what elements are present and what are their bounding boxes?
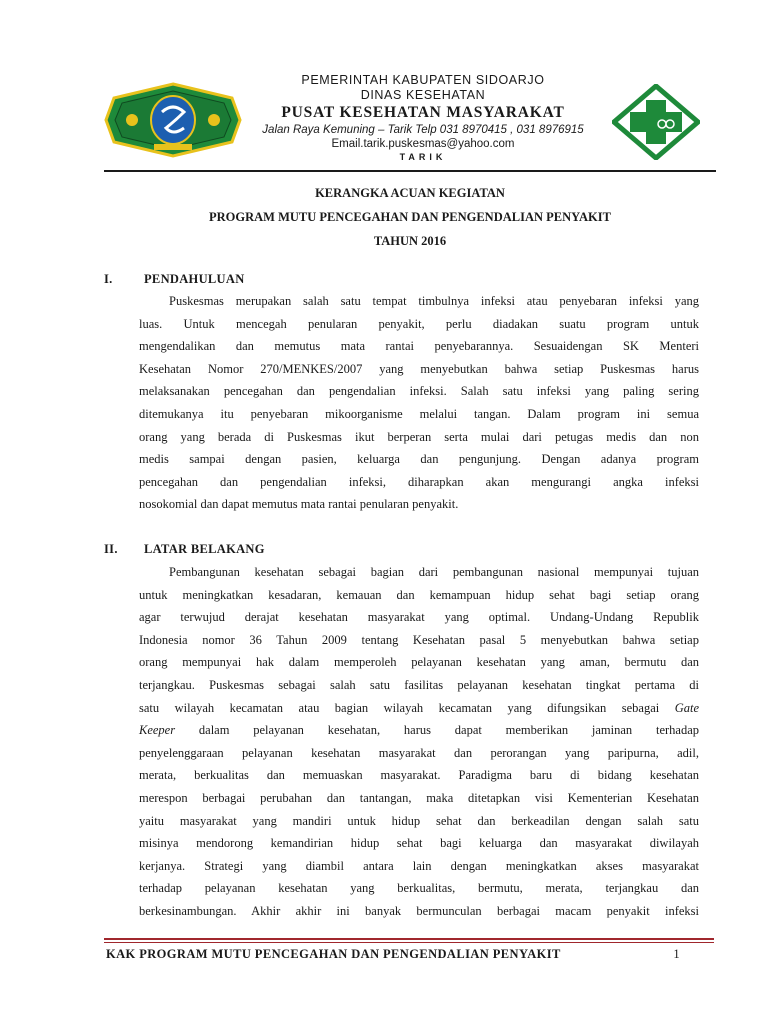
section-body-pendahuluan <box>139 290 699 516</box>
program-title: PROGRAM MUTU PENCEGAHAN DAN PENGENDALIAN PENYAKIT <box>209 210 611 224</box>
italic-term: Gate <box>674 700 700 715</box>
footer-rule-thin <box>104 942 714 943</box>
page-number: 1 <box>673 947 680 961</box>
department-name: DINAS KESEHATAN <box>360 88 486 102</box>
paragraph-line: Kesehatan Nomor 270/MENKES/2007 yang menyebutkan bahwa setiap Puskesmas harus <box>139 361 699 376</box>
section-title: PENDAHULUAN <box>144 272 245 286</box>
government-name: PEMERINTAH KABUPATEN SIDOARJO <box>301 73 545 87</box>
document-title-block <box>104 181 716 253</box>
section-number: II. <box>104 542 118 556</box>
paragraph-text: dalam pelayanan kesehatan, harus dapat memberikan jaminan terhadap <box>198 723 699 738</box>
paragraph-text: satu wilayah kecamatan atau bagian wilayah kecamatan yang difungsikan sebagai <box>139 700 660 715</box>
paragraph-line: luas. Untuk mencegah penularan penyakit, perlu diadakan suatu program untuk <box>139 316 699 331</box>
italic-term: Keeper <box>139 723 176 738</box>
page-footer <box>106 947 710 962</box>
paragraph-line: misinya mendorong kemandirian hidup sehat bagi keluarga dan masyarakat diwilayah <box>139 836 699 851</box>
paragraph-line: penyelenggaraan pelayanan kesehatan masyarakat dan perorangan yang paripurna, adil, <box>139 745 699 760</box>
paragraph-line: ditemukanya itu penyebaran mikoorganisme melalui tangan. Dalam program ini semua <box>139 406 699 421</box>
section-title: LATAR BELAKANG <box>144 542 265 556</box>
address-line: Jalan Raya Kemuning – Tarik Telp 031 8970415 , 031 8976915 <box>262 124 584 136</box>
paragraph-line: merata, berkualitas dan memuaskan masyarakat. Paradigma baru di bidang kesehatan <box>139 768 699 783</box>
puskesmas-logo <box>612 84 700 160</box>
section-body-latar-belakang <box>139 561 699 923</box>
paragraph-line: pencegahan dan pengendalian infeksi, diharapkan akan mengurangi angka infeksi <box>139 474 699 489</box>
paragraph-line: orang yang berada di Puskesmas ikut berperan serta mulai dari petugas medis dan non <box>139 429 699 444</box>
paragraph-line: orang mempunyai hak dalam memperoleh pelayanan kesehatan yang aman, bermutu dan <box>139 655 699 670</box>
paragraph-line: Pembangunan kesehatan sebagai bagian dari pembangunan nasional mempunyai tujuan <box>169 565 699 579</box>
year-title: TAHUN 2016 <box>373 234 447 248</box>
paragraph-line: merespon berbagai perubahan dan tantangan, maka ditetapkan visi Kementerian Kesehatan <box>139 790 699 805</box>
letterhead <box>240 73 606 164</box>
letterhead-divider <box>104 170 716 172</box>
paragraph-line: terjangkau. Puskesmas sebagai salah satu fasilitas pelayanan kesehatan tingkat pertama di <box>139 677 699 692</box>
paragraph-line: untuk meningkatkan kesadaran, kemauan dan kemampuan hidup sehat bagi setiap orang <box>139 587 699 602</box>
section-number: I. <box>104 272 113 286</box>
email-line: Email.tarik.puskesmas@yahoo.com <box>331 138 515 150</box>
paragraph-line: Puskesmas merupakan salah satu tempat timbulnya infeksi atau penyebaran infeksi yang <box>169 294 699 308</box>
paragraph-line: agar terwujud derajat kesehatan masyarakat yang optimal. Undang-Undang Republik <box>139 610 699 625</box>
paragraph-line-with-italic <box>139 719 699 742</box>
paragraph-line: Indonesia nomor 36 Tahun 2009 tentang Kesehatan pasal 5 menyebutkan bahwa setiap <box>139 632 699 647</box>
footer-title: KAK PROGRAM MUTU PENCEGAHAN DAN PENGENDALIAN PENYAKIT <box>106 947 561 961</box>
paragraph-line: terhadap pelayanan kesehatan yang berkualitas, bermutu, merata, terjangkau dan <box>139 881 699 896</box>
section-heading-latar-belakang <box>104 542 265 557</box>
footer-rule-thick <box>104 938 714 940</box>
paragraph-line: nosokomial dan dapat memutus mata rantai penularan penyakit. <box>139 497 459 512</box>
document-title: KERANGKA ACUAN KEGIATAN <box>315 186 505 200</box>
paragraph-line: berkesinambungan. Akhir akhir ini banyak bermunculan berbagai macam penyakit infeksi <box>139 903 699 918</box>
paragraph-line: melaksanakan pencegahan dan pengendalian infeksi. Salah satu infeksi yang paling sering <box>139 384 699 399</box>
paragraph-line-with-italic <box>139 697 699 720</box>
section-heading-pendahuluan <box>104 272 245 287</box>
paragraph-line: medis sampai dengan pasien, keluarga dan pengunjung. Dengan adanya program <box>139 452 699 467</box>
paragraph-line: mengendalikan dan memutus mata rantai penyebarannya. Sesuaidengan SK Menteri <box>139 339 699 354</box>
paragraph-line: kerjanya. Strategi yang diambil antara lain dengan meningkatkan akses masyarakat <box>139 858 699 873</box>
location-name: TARIK <box>399 152 447 162</box>
sidoarjo-crest-logo <box>104 82 242 158</box>
paragraph-line: yaitu masyarakat yang mandiri untuk hidup sehat dan berkeadilan dengan salah satu <box>139 813 699 828</box>
institution-name: PUSAT KESEHATAN MASYARAKAT <box>281 104 565 121</box>
